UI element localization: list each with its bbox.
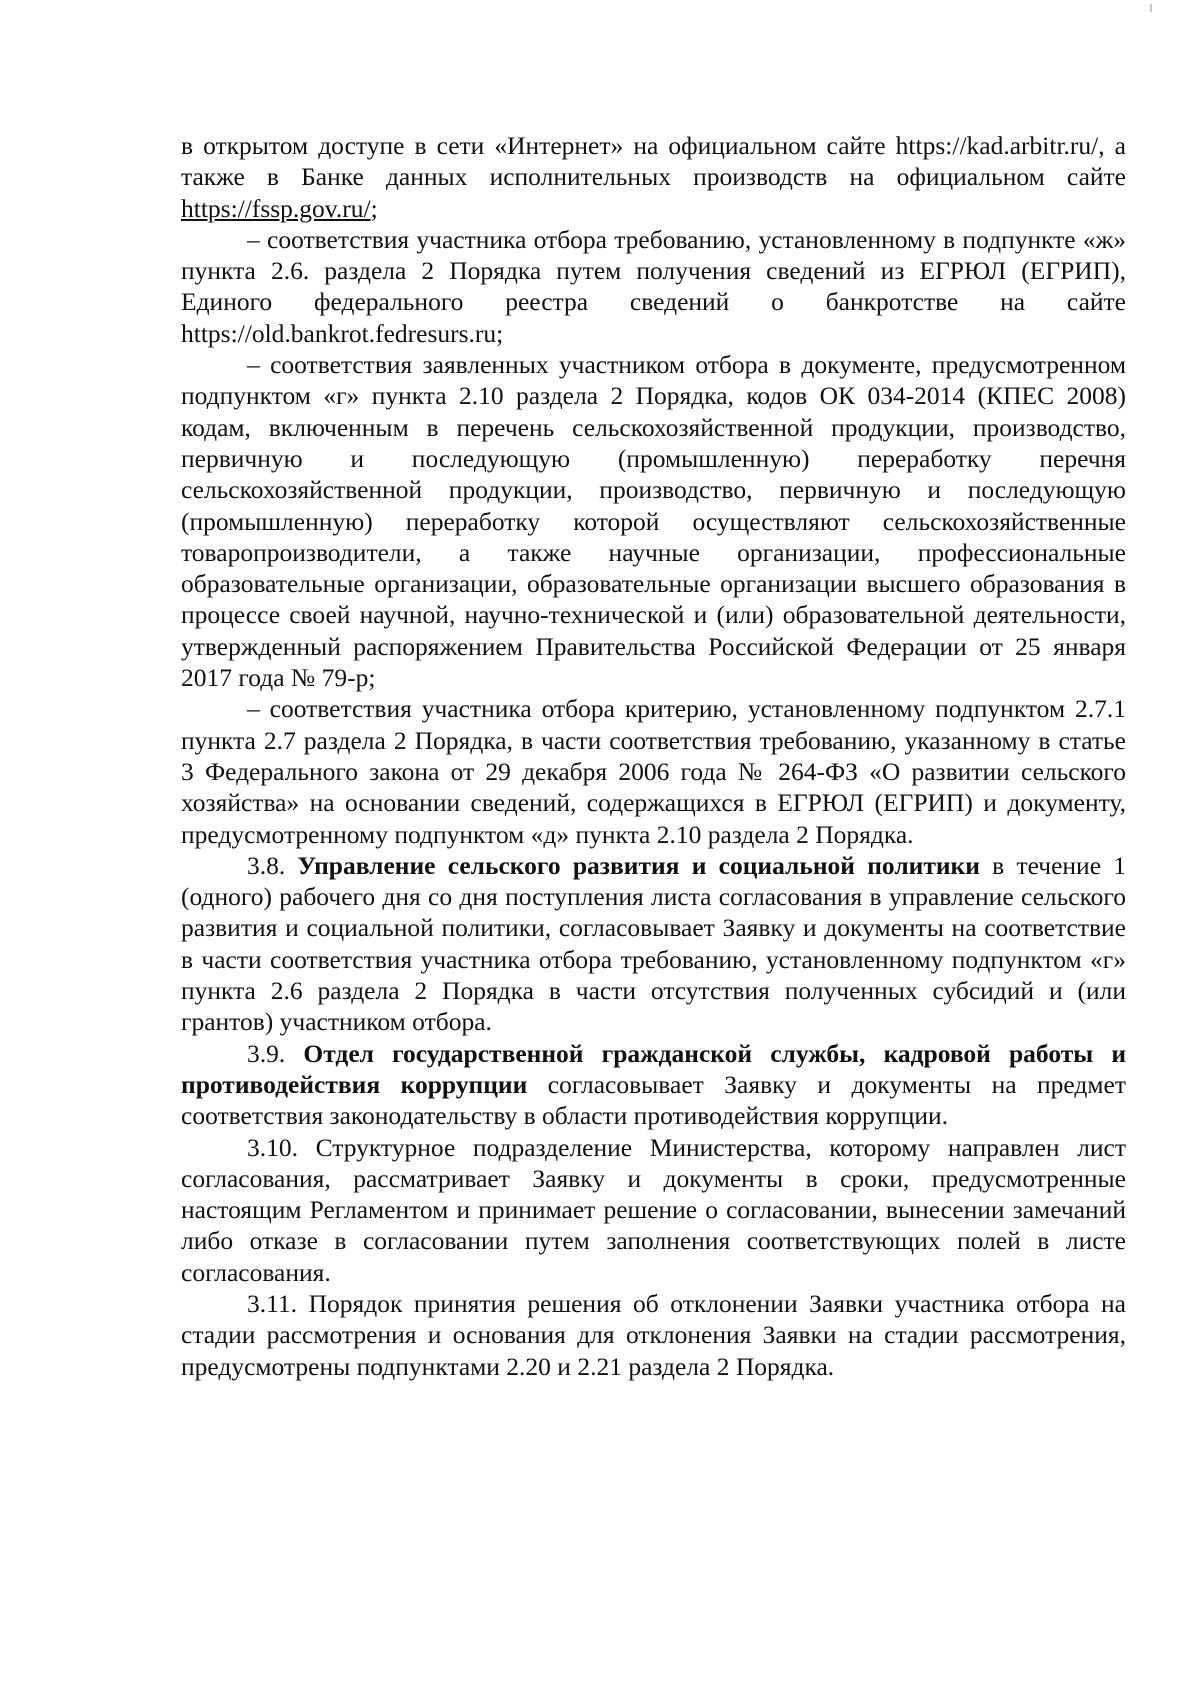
- fssp-link[interactable]: https://fssp.gov.ru/: [181, 193, 371, 223]
- paragraph-fssp-check: [181, 130, 1126, 224]
- paragraph-text: в течение 1 (одного) рабочего дня со дня поступления листа согласования в управление сельского развития и социальной политики, согласовывает Заявку и документы на соответствие в части соответствия участника отбора требованию, установленному подпунктом «г» пункта 2.6 раздела 2 Порядка в части отсутствия полученных субсидий и (или грантов) участником отбора.: [181, 850, 1127, 1037]
- paragraph-bankruptcy-check: – соответствия участника отбора требованию, установленному в подпункте «ж» пункта 2.6. раздела 2 Порядка путем получения сведений из ЕГРЮЛ (ЕГРИП), Единого федерального реестра сведений о банкротстве на сайте https://old.bankrot.fedresurs.ru;: [181, 224, 1126, 348]
- paragraph-text: согласовывает Заявку и документы на предмет соответствия законодательству в области противодействия коррупции.: [181, 1069, 1126, 1131]
- paragraph-3-8: [181, 850, 1126, 1038]
- paragraph-text: в открытом доступе в сети «Интернет» на официальном сайте https://kad.arbitr.ru/, а также в Банке данных исполнительных производств на официальном сайте: [181, 131, 1126, 192]
- scan-mark: [1150, 4, 1152, 12]
- document-page: [181, 130, 1126, 1382]
- paragraph-3-11: 3.11. Порядок принятия решения об отклонении Заявки участника отбора на стадии рассмотрения и основания для отклонения Заявки на стадии рассмотрения, предусмотрены подпунктами 2.20 и 2.21 раздела 2 Порядка.: [181, 1288, 1126, 1381]
- paragraph-number: 3.8.: [247, 850, 298, 880]
- department-name: Управление сельского развития и социальной политики: [297, 850, 980, 880]
- paragraph-criterion-check: – соответствия участника отбора критерию, установленному подпунктом 2.7.1 пункта 2.7 раздела 2 Порядка, в части соответствия требованию, указанному в статье 3 Федерального закона от 29 декабря 2006 года № 264-ФЗ «О развитии сельского хозяйства» на основании сведений, содержащихся в ЕГРЮЛ (ЕГРИП) и документу, предусмотренному подпунктом «д» пункта 2.10 раздела 2 Порядка.: [181, 694, 1126, 849]
- paragraph-3-9: [181, 1038, 1126, 1132]
- paragraph-text: ;: [370, 193, 378, 223]
- department-name: Отдел государственной гражданской службы, кадровой работы и противодействия коррупции: [181, 1038, 1127, 1099]
- paragraph-okpd-codes-check: – соответствия заявленных участником отбора в документе, предусмотренном подпунктом «г» пункта 2.10 раздела 2 Порядка, кодов ОК 034-2014 (КПЕС 2008) кодам, включенным в перечень сельскохозяйственной продукции, производство, первичную и последующую (промышленную) переработку перечня сельскохозяйственной продукции, производство, первичную и последующую (промышленную) переработку которой осуществляют сельскохозяйственные товаропроизводители, а также научные организации, профессиональные образовательные организации, образовательные организации высшего образования в процессе своей научной, научно-технической и (или) образовательной деятельности, утвержденный распоряжением Правительства Российской Федерации от 25 января 2017 года № 79-р;: [181, 350, 1126, 693]
- paragraph-number: 3.9.: [247, 1038, 304, 1068]
- paragraph-3-10: 3.10. Структурное подразделение Министерства, которому направлен лист согласования, рассматривает Заявку и документы в сроки, предусмотренные настоящим Регламентом и принимает решение о согласовании, вынесении замечаний либо отказе в согласовании путем заполнения соответствующих полей в листе согласования.: [181, 1132, 1126, 1287]
